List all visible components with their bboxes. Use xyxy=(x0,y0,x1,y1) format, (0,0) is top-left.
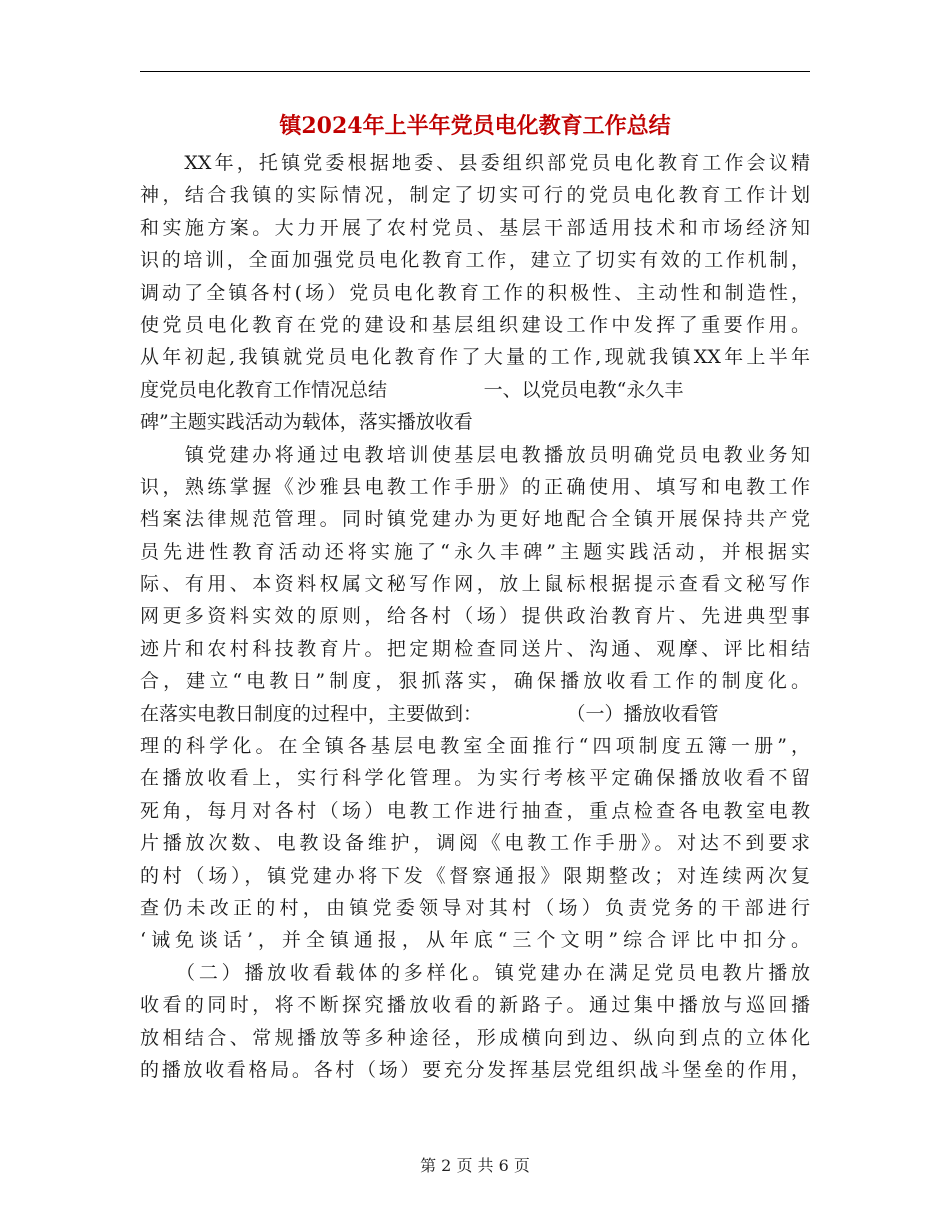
body-line: 查仍未改正的村，由镇党委领导对其村（场）负责党务的干部进行 xyxy=(140,896,810,919)
body-line: 合，建立“电教日”制度，狠抓落实，确保播放收看工作的制度化。 xyxy=(140,670,810,693)
body-line: 网更多资料实效的原则，给各村（场）提供政治教育片、先进典型事 xyxy=(140,605,810,628)
header-rule xyxy=(140,71,810,72)
body-line: 员先进性教育活动还将实施了“永久丰碑”主题实践活动，并根据实 xyxy=(140,540,810,563)
body-line: 际、有用、本资料权属文秘写作网，放上鼠标根据提示查看文秘写作 xyxy=(140,573,810,596)
body-line: 和实施方案。大力开展了农村党员、基层干部适用技术和市场经济知 xyxy=(140,216,810,239)
document-body xyxy=(140,147,810,1086)
body-line: 档案法律规范管理。同时镇党建办为更好地配合全镇开展保持共产党 xyxy=(140,508,810,531)
body-line: 理的科学化。在全镇各基层电教室全面推行“四项制度五簿一册”， xyxy=(140,735,810,758)
body-line: 的村（场），镇党建办将下发《督察通报》限期整改；对连续两次复 xyxy=(140,864,810,887)
body-line: 识，熟练掌握《沙雅县电教工作手册》的正确使用、填写和电教工作 xyxy=(140,475,810,498)
body-line: 放相结合、常规播放等多种途径，形成横向到边、纵向到点的立体化 xyxy=(140,1026,810,1049)
body-line: 碑”主题实践活动为载体，落实播放收看 xyxy=(140,411,473,434)
body-line: 镇党建办将通过电教培训使基层电教播放员明确党员电教业务知 xyxy=(140,443,810,466)
body-line: XX年，托镇党委根据地委、县委组织部党员电化教育工作会议精 xyxy=(140,152,810,174)
body-line: （二）播放收看载体的多样化。镇党建办在满足党员电教片播放 xyxy=(140,961,810,984)
body-line: 调动了全镇各村(场）党员电化教育工作的积极性、主动性和制造性， xyxy=(140,281,810,304)
body-line: 在落实电教日制度的过程中，主要做到： （一）播放收看管 xyxy=(140,702,719,725)
body-line: 识的培训，全面加强党员电化教育工作，建立了切实有效的工作机制， xyxy=(140,249,810,272)
body-line: 收看的同时，将不断探究播放收看的新路子。通过集中播放与巡回播 xyxy=(140,994,810,1017)
document-title: 镇2024年上半年党员电化教育工作总结 xyxy=(279,113,671,139)
body-line: 迹片和农村科技教育片。把定期检查同送片、沟通、观摩、评比相结 xyxy=(140,637,810,660)
page-number-footer: 第 2 页 共 6 页 xyxy=(420,1156,530,1175)
body-line: 在播放收看上，实行科学化管理。为实行考核平定确保播放收看不留 xyxy=(140,767,810,790)
body-line: 使党员电化教育在党的建设和基层组织建设工作中发挥了重要作用。 xyxy=(140,313,810,336)
body-line: 从年初起,我镇就党员电化教育作了大量的工作,现就我镇XX年上半年 xyxy=(140,346,810,369)
body-line: 死角，每月对各村（场）电教工作进行抽查，重点检查各电教室电教 xyxy=(140,799,810,822)
body-line: 的播放收看格局。各村（场）要充分发挥基层党组织战斗堡垒的作用， xyxy=(140,1058,810,1081)
body-line: 神，结合我镇的实际情况，制定了切实可行的党员电化教育工作计划 xyxy=(140,184,810,207)
body-line: 度党员电化教育工作情况总结 一、以党员电教“永久丰 xyxy=(140,378,684,401)
body-line: 片播放次数、电教设备维护，调阅《电教工作手册》。对达不到要求 xyxy=(140,832,810,855)
body-line: ‘诫免谈话’，并全镇通报，从年底“三个文明”综合评比中扣分。 xyxy=(140,929,810,952)
